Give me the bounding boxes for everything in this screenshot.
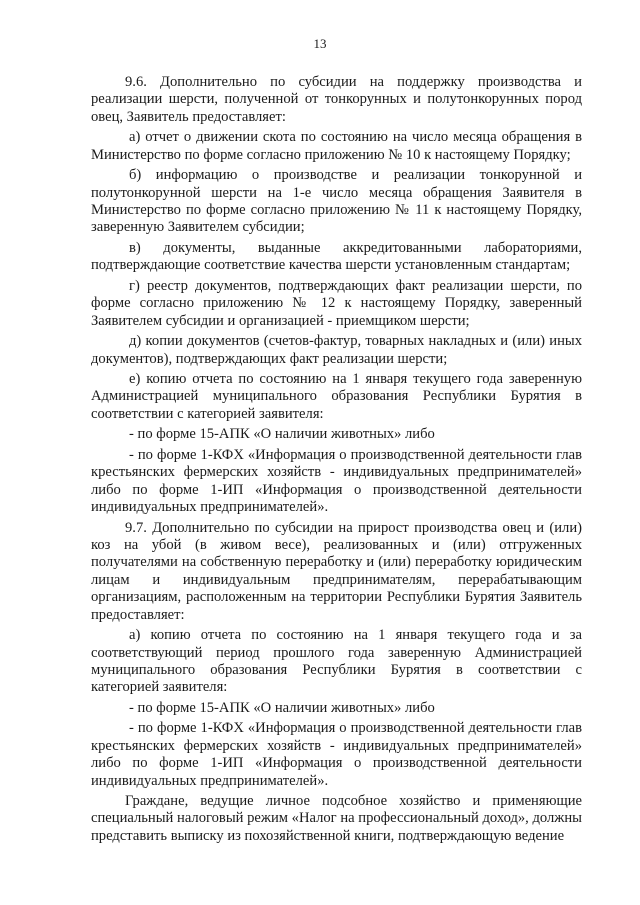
paragraph-9-7: 9.7. Дополнительно по субсидии на прирост производства овец и (или) коз на убой (в живом весе), реализованных и (или) отгруженных получателями на собственную переработку и (или) переработку юридическим лицам и индивидуальным предпринимателям, перерабатывающим организациям, расположенным на территории Республики Бурятия Заявитель предоставляет:: [91, 519, 582, 623]
dash-item-15-apk: - по форме 15-АПК «О наличии животных» либо: [129, 426, 435, 443]
paragraph-9-6: 9.6. Дополнительно по субсидии на поддержку производства и реализации шерсти, полученной от тонкорунных и полутонкорунных пород овец, Заявитель предоставляет:: [91, 74, 582, 125]
list-item-a: а) отчет о движении скота по состоянию на число месяца обращения в Министерство по форме согласно приложению № 10 к настоящему Порядку;: [91, 129, 582, 163]
dash-item-15-apk-2: - по форме 15-АПК «О наличии животных» либо: [129, 699, 435, 716]
list-item-e: е) копию отчета по состоянию на 1 января текущего года заверенную Администрацией муниципального образования Республики Бурятия в соответствии с категорией заявителя:: [91, 371, 582, 422]
page-number: 13: [313, 36, 327, 51]
dash-item-1-kfh-2: - по форме 1-КФХ «Информация о производственной деятельности глав крестьянских фермерских хозяйств - индивидуальных предпринимателей» либо по форме 1-ИП «Информация о производственной деятельности индивидуальных предпринимателей».: [91, 720, 582, 789]
document-body: [91, 74, 582, 848]
list-item-a-2: а) копию отчета по состоянию на 1 января текущего года и за соответствующий период прошлого года заверенную Администрацией муниципального образования Республики Бурятия в соответствии с категорией заявителя:: [91, 627, 582, 696]
list-item-b: б) информацию о производстве и реализации тонкорунной и полутонкорунной шерсти на 1-е число месяца обращения Заявителя в Министерство по форме согласно приложению № 11 к настоящему Порядку, заверенную Заявителем субсидии;: [91, 167, 582, 236]
list-item-g: г) реестр документов, подтверждающих факт реализации шерсти, по форме согласно приложению № 12 к настоящему Порядку, заверенный Заявителем субсидии и организацией - приемщиком шерсти;: [91, 277, 582, 329]
list-item-v: в) документы, выданные аккредитованными лабораториями, подтверждающие соответствие качества шерсти установленным стандартам;: [91, 239, 582, 274]
list-item-d: д) копии документов (счетов-фактур, товарных накладных и (или) иных документов), подтверждающих факт реализации шерсти;: [91, 333, 582, 367]
paragraph-citizens: Граждане, ведущие личное подсобное хозяйство и применяющие специальный налоговый режим «Налог на профессиональный доход», должны представить выписку из похозяйственной книги, подтверждающую ведение: [91, 793, 582, 844]
dash-item-1-kfh: - по форме 1-КФХ «Информация о производственной деятельности глав крестьянских фермерских хозяйств - индивидуальных предпринимателей» либо по форме 1-ИП «Информация о производственной деятельности индивидуальных предпринимателей».: [91, 446, 582, 516]
